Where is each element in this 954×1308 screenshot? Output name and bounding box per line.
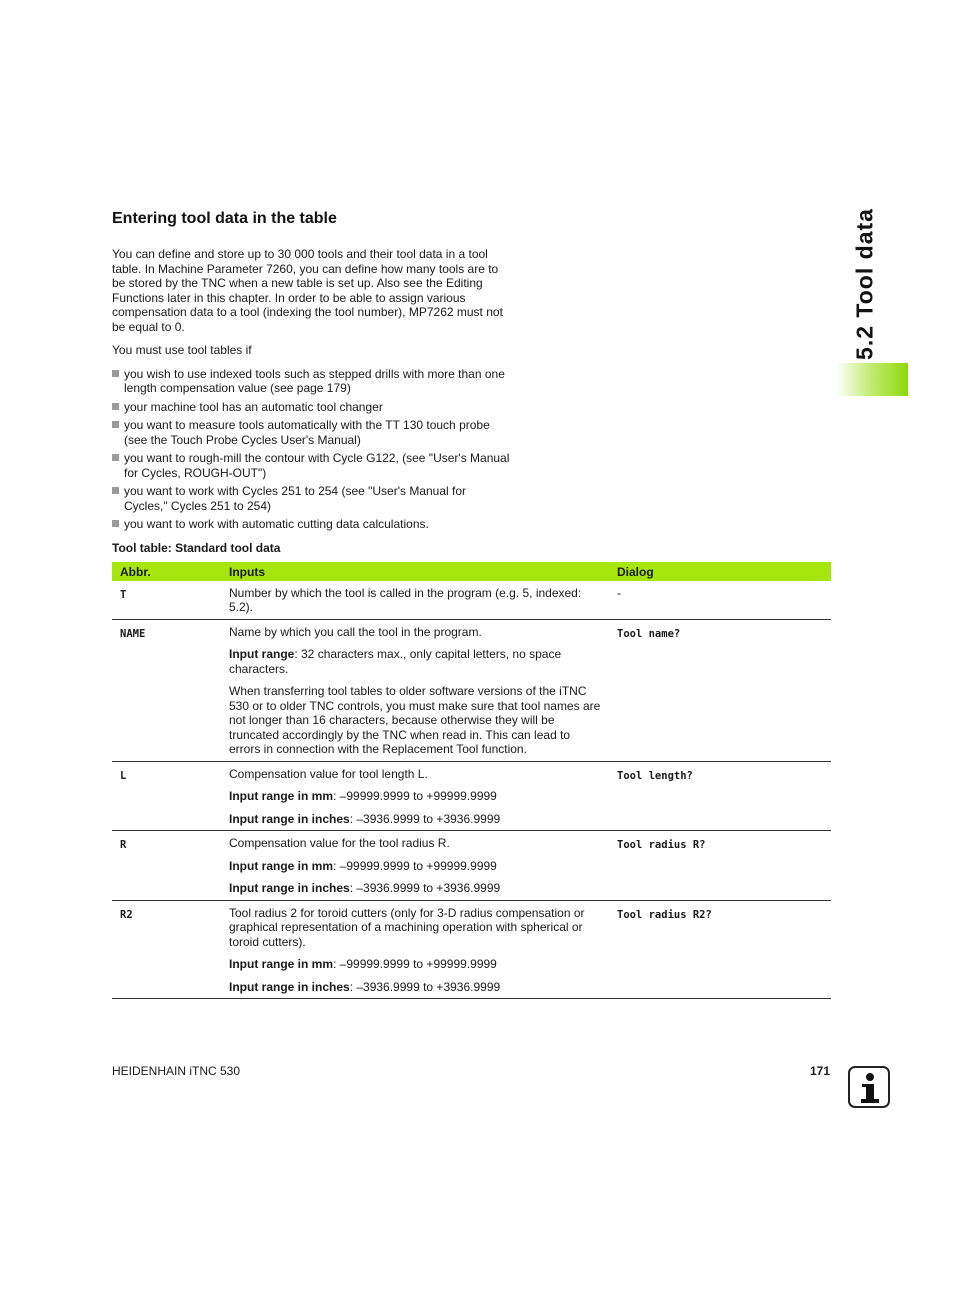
list-item — [112, 451, 512, 480]
list-item — [112, 484, 512, 513]
input-range-mm-label: Input range in mm — [229, 957, 334, 971]
intro-paragraph: You can define and store up to 30 000 tools and their tool data in a tool table. In Machine Parameter 7260, you can define how many tools are to be stored by the TNC when a new table is set up. Also see the Editing Functions later in this chapter. In order to be able to assign various compensation data to a tool (indexing the tool number), MP7262 must not be equal to 0. — [112, 247, 503, 334]
input-range-mm-text: : –99999.9999 to +99999.9999 — [333, 957, 497, 971]
cell-abbr: R — [112, 831, 221, 901]
cell-inputs — [221, 900, 609, 999]
chapter-side-title — [851, 208, 878, 360]
cell-abbr: T — [112, 581, 221, 620]
info-icon — [848, 1066, 890, 1108]
cell-dialog: Tool radius R2? — [609, 900, 831, 999]
table-row — [112, 900, 831, 999]
input-description: Compensation value for tool length L. — [229, 766, 428, 781]
input-description: Name by which you call the tool in the program. — [229, 624, 482, 639]
list-item-text: your machine tool has an automatic tool changer — [124, 399, 383, 414]
cell-inputs — [221, 581, 609, 620]
cell-dialog: - — [609, 581, 831, 620]
input-range-mm — [229, 789, 601, 804]
list-item-text: you want to rough-mill the contour with Cycle G122, (see "User's Manual for Cycles, ROUGH-OUT") — [124, 451, 510, 480]
list-item — [112, 517, 512, 532]
info-icon-dot — [866, 1073, 874, 1081]
input-range — [229, 647, 601, 676]
table-row — [112, 619, 831, 761]
bullet-square-icon — [112, 454, 119, 461]
input-range-inches-label: Input range in inches — [229, 881, 350, 895]
input-range-mm-text: : –99999.9999 to +99999.9999 — [333, 858, 497, 873]
input-range-inches — [229, 980, 601, 995]
bullet-square-icon — [112, 421, 119, 428]
input-range-text: : 32 characters max., only capital letters, no space characters. — [229, 647, 562, 676]
page-number: 171 — [809, 1064, 830, 1078]
info-icon-base — [861, 1099, 879, 1103]
cell-dialog: Tool name? — [609, 619, 831, 761]
cell-abbr: NAME — [112, 619, 221, 761]
cell-dialog: Tool radius R? — [609, 831, 831, 901]
table-row — [112, 761, 831, 831]
input-range-mm-text: : –99999.9999 to +99999.9999 — [333, 789, 497, 803]
footer-product: HEIDENHAIN iTNC 530 — [112, 1064, 241, 1078]
list-item — [112, 400, 512, 415]
list-item-text: you want to work with automatic cutting data calculations. — [124, 517, 429, 531]
cell-inputs — [221, 761, 609, 831]
input-description: Compensation value for the tool radius R. — [229, 836, 450, 850]
bullet-square-icon — [112, 520, 119, 527]
input-range-inches-text: : –3936.9999 to +3936.9999 — [349, 881, 501, 895]
cell-dialog: Tool length? — [609, 761, 831, 831]
input-description: Number by which the tool is called in the program (e.g. 5, indexed: 5.2). — [229, 585, 582, 614]
input-range-inches-text: : –3936.9999 to +3936.9999 — [349, 979, 501, 994]
input-range-inches — [229, 812, 601, 827]
input-note: When transferring tool tables to older software versions of the iTNC 530 or to older TNC controls, you must make sure that tool names are not longer than 16 characters, because otherwise they will be truncated accordingly by the TNC when read in. This can lead to errors in connection with the Replacement Tool function. — [229, 684, 601, 756]
cell-abbr: R2 — [112, 900, 221, 999]
input-range-inches-label: Input range in inches — [229, 979, 350, 994]
chapter-tab-marker — [836, 363, 908, 396]
input-range-mm-label: Input range in mm — [229, 789, 334, 803]
table-row — [112, 831, 831, 901]
input-range-inches-text: : –3936.9999 to +3936.9999 — [349, 811, 501, 826]
cell-inputs — [221, 619, 609, 761]
list-item-text: you want to work with Cycles 251 to 254 (see "User's Manual for Cycles," Cycles 251 to 254) — [124, 484, 467, 513]
must-use-paragraph: You must use tool tables if — [112, 343, 252, 357]
table-caption: Tool table: Standard tool data — [112, 540, 281, 555]
bullet-square-icon — [112, 403, 119, 410]
table-row — [112, 581, 831, 620]
header-abbr: Abbr. — [112, 562, 221, 581]
cell-abbr: L — [112, 761, 221, 831]
page-content — [112, 210, 832, 999]
header-inputs: Inputs — [221, 562, 609, 581]
input-range-inches — [229, 881, 601, 896]
input-range-mm — [229, 859, 601, 874]
list-item-text: you wish to use indexed tools such as stepped drills with more than one length compensation value (see page 179) — [124, 366, 505, 395]
list-item — [112, 418, 512, 447]
bullet-list — [112, 367, 512, 532]
chapter-side-title-text: 5.2 Tool data — [851, 208, 878, 360]
header-dialog: Dialog — [609, 562, 831, 581]
info-icon-stem — [866, 1084, 874, 1100]
input-range-mm — [229, 957, 601, 972]
table-header-row — [112, 562, 831, 581]
list-item — [112, 367, 512, 396]
tool-data-table — [112, 562, 831, 1000]
section-heading: Entering tool data in the table — [112, 210, 337, 227]
input-description: Tool radius 2 for toroid cutters (only for 3-D radius compensation or graphical representation of a machining operation with spherical or toroid cutters). — [229, 905, 585, 949]
input-range-label: Input range — [229, 647, 295, 661]
input-range-inches-label: Input range in inches — [229, 811, 350, 826]
cell-inputs — [221, 831, 609, 901]
bullet-square-icon — [112, 487, 119, 494]
input-range-mm-label: Input range in mm — [229, 858, 334, 873]
list-item-text: you want to measure tools automatically with the TT 130 touch probe (see the Touch Probe Cycles User's Manual) — [124, 418, 490, 447]
bullet-square-icon — [112, 370, 119, 377]
